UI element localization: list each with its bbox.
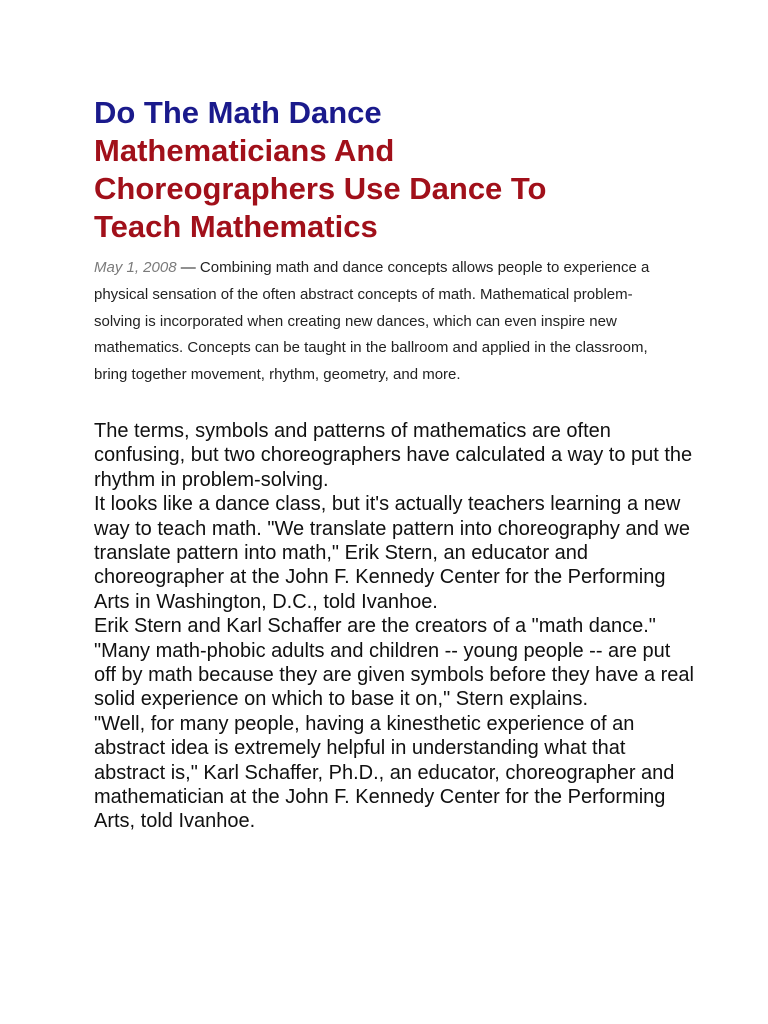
body-paragraph: "Well, for many people, having a kinesthetic experience of an abstract idea is extremely helpful in understanding what that abstract is," Karl Schaffer, Ph.D., an educator, choreographer and mathematician at the John F. Kennedy Center for the Performing Arts, told Ivanhoe. — [94, 712, 675, 833]
summary-text: Combining math and dance concepts allows people to experience a physical sensation of the often abstract concepts of math. Mathematical problem-solving is incorporated when creating new dances, which can even inspire new mathematics. Concepts can be taught in the ballroom and applied in the classroom, bring together movement, rhythm, geometry, and more. — [94, 259, 650, 384]
article — [94, 94, 694, 834]
date-separator: — — [176, 259, 200, 276]
body-paragraph: Erik Stern and Karl Schaffer are the creators of a "math dance." "Many math-phobic adults and children -- young people -- are put off by math because they are given symbols before they have a real solid experience on which to base it on," Stern explains. — [94, 615, 694, 711]
article-body — [94, 419, 694, 834]
article-title: Do The Math Dance — [94, 95, 382, 130]
body-paragraph: It looks like a dance class, but it's actually teachers learning a new way to teach math. "We translate pattern into choreography and we translate pattern into math," Erik Stern, an educator and choreographer at the John F. Kennedy Center for the Performing Arts in Washington, D.C., told Ivanhoe. — [94, 493, 690, 613]
article-date: May 1, 2008 — [94, 259, 177, 276]
body-paragraph: The terms, symbols and patterns of mathematics are often confusing, but two choreographers have calculated a way to put the rhythm in problem-solving. — [94, 419, 693, 491]
article-summary — [94, 255, 668, 389]
article-subtitle: Mathematicians And Choreographers Use Dance To Teach Mathematics — [94, 133, 547, 244]
